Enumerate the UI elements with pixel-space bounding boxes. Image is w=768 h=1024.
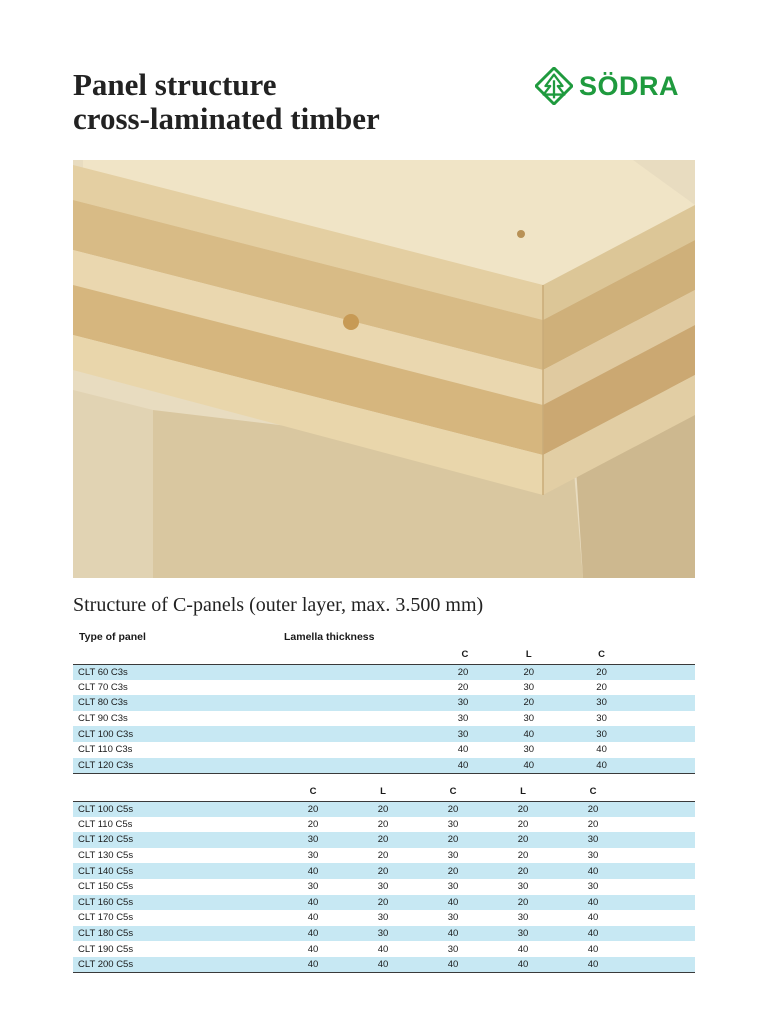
spacer-cell — [638, 695, 695, 711]
spacer-cell — [638, 646, 695, 664]
lamella-value-cell: 30 — [307, 850, 319, 862]
lamella-value-cell: 40 — [457, 744, 469, 756]
lamella-value-cell: 30 — [523, 681, 535, 693]
panel-type-cell: CLT 130 C5s — [78, 850, 134, 862]
lamella-value-cell: 30 — [523, 744, 535, 756]
lamella-value-cell: 30 — [596, 728, 607, 740]
lamella-value-cell: 20 — [377, 803, 389, 815]
spacer-cell — [638, 628, 695, 646]
table-row — [73, 817, 695, 833]
lamella-value-cell: 40 — [307, 958, 319, 970]
lamella-value-cell: 20 — [447, 803, 459, 815]
spacer-cell — [628, 926, 695, 942]
lamella-value-cell: 30 — [447, 818, 459, 830]
table-row — [73, 848, 695, 864]
lamella-value-cell: 20 — [377, 818, 389, 830]
table-row — [73, 941, 695, 957]
lamella-value-cell: 20 — [377, 834, 389, 846]
lamella-value-cell: 30 — [517, 912, 529, 924]
lamella-value-cell: 20 — [517, 896, 529, 908]
lamella-value-cell: 30 — [307, 834, 319, 846]
lamella-value-cell: 20 — [596, 681, 607, 693]
lamella-value-cell: 30 — [377, 912, 389, 924]
column-header: C — [461, 649, 469, 661]
lamella-value-cell: 30 — [517, 928, 529, 940]
lamella-value-cell: 30 — [517, 881, 529, 893]
panel-type-cell: CLT 100 C3s — [78, 728, 134, 740]
spacer-cell — [628, 848, 695, 864]
lamella-value-cell: 40 — [307, 928, 319, 940]
spacer-cell — [628, 879, 695, 895]
lamella-value-cell: 40 — [523, 759, 535, 771]
lamella-value-cell: 40 — [377, 958, 389, 970]
column-header: C — [589, 786, 597, 798]
section-title: Structure of C-panels (outer layer, max. 3.500 mm) — [73, 594, 484, 616]
lamella-value-cell: 40 — [587, 928, 599, 940]
spacer-cell — [628, 783, 695, 801]
lamella-value-cell: 20 — [377, 850, 389, 862]
panel-type-cell: CLT 120 C3s — [78, 759, 134, 771]
panel-type-cell: CLT 90 C3s — [78, 713, 128, 725]
lamella-value-cell: 20 — [596, 666, 607, 678]
page-title-line2: cross-laminated timber — [73, 101, 380, 136]
table-row — [73, 957, 695, 973]
lamella-value-cell: 30 — [523, 713, 535, 725]
lamella-value-cell: 40 — [377, 943, 389, 955]
table-row — [73, 726, 695, 742]
table-row — [73, 758, 695, 774]
spacer-cell — [628, 895, 695, 911]
panel-type-cell: CLT 60 C3s — [78, 666, 128, 678]
lamella-value-cell: 40 — [517, 958, 529, 970]
lamella-value-cell: 20 — [307, 818, 319, 830]
lamella-value-cell: 30 — [587, 881, 599, 893]
column-header: L — [525, 649, 532, 661]
lamella-value-cell: 20 — [517, 803, 529, 815]
lamella-value-cell: 40 — [307, 896, 319, 908]
column-header: L — [520, 786, 526, 798]
lamella-value-cell: 30 — [447, 850, 459, 862]
panel-type-cell: CLT 160 C5s — [78, 896, 134, 908]
table-row — [73, 926, 695, 942]
clt-panel-photo — [73, 160, 695, 578]
spacer-cell — [638, 726, 695, 742]
lamella-value-cell: 40 — [307, 865, 319, 877]
lamella-value-cell: 40 — [307, 943, 319, 955]
table-row — [73, 895, 695, 911]
panel-type-cell: CLT 190 C5s — [78, 943, 134, 955]
spacer-cell — [628, 957, 695, 973]
lamella-value-cell: 40 — [447, 896, 459, 908]
lamella-value-cell: 20 — [457, 681, 469, 693]
table-header-row — [73, 628, 695, 646]
lamella-value-cell: 40 — [587, 912, 599, 924]
lamella-value-cell: 30 — [377, 928, 389, 940]
panel-type-cell: CLT 100 C5s — [78, 803, 134, 815]
lamella-value-cell: 40 — [447, 928, 459, 940]
lamella-value-cell: 20 — [447, 865, 459, 877]
table-column-row — [73, 783, 695, 801]
panel-type-cell: CLT 180 C5s — [78, 928, 134, 940]
type-of-panel-header: Type of panel — [79, 631, 146, 643]
lamella-value-cell: 30 — [307, 881, 319, 893]
spacer-cell — [638, 664, 695, 680]
table-row — [73, 863, 695, 879]
sodra-logo — [535, 66, 700, 106]
spacer-cell — [628, 941, 695, 957]
table-row — [73, 832, 695, 848]
lamella-value-cell: 30 — [457, 697, 469, 709]
sodra-tree-logo-icon — [535, 67, 573, 105]
lamella-value-cell: 30 — [587, 834, 599, 846]
spacer-cell — [638, 758, 695, 774]
lamella-value-cell: 30 — [447, 912, 459, 924]
lamella-value-cell: 30 — [447, 943, 459, 955]
table-row — [73, 695, 695, 711]
spacer-cell — [628, 832, 695, 848]
lamella-value-cell: 40 — [587, 896, 599, 908]
panel-type-cell: CLT 70 C3s — [78, 681, 128, 693]
column-header: L — [380, 786, 386, 798]
logo-wordmark: SÖDRA — [579, 70, 680, 101]
lamella-value-cell: 20 — [447, 834, 459, 846]
panel-type-cell: CLT 140 C5s — [78, 865, 134, 877]
lamella-value-cell: 40 — [596, 744, 607, 756]
spacer-cell — [638, 680, 695, 696]
panel-type-cell: CLT 170 C5s — [78, 912, 134, 924]
c3s-panel-table — [73, 628, 695, 774]
spacer-cell — [638, 742, 695, 758]
spacer-cell — [73, 783, 278, 801]
table-row — [73, 742, 695, 758]
c5s-panel-table — [73, 783, 695, 973]
table-column-row — [73, 646, 695, 664]
table-row — [73, 879, 695, 895]
lamella-value-cell: 40 — [587, 865, 599, 877]
lamella-value-cell: 30 — [447, 881, 459, 893]
panel-type-cell: CLT 110 C3s — [78, 744, 133, 756]
spacer-cell — [628, 817, 695, 833]
page-title — [73, 68, 503, 136]
spacer-cell — [73, 646, 278, 664]
column-header: C — [598, 649, 606, 661]
lamella-value-cell: 20 — [517, 818, 529, 830]
spacer-cell — [628, 801, 695, 817]
lamella-value-cell: 20 — [523, 666, 535, 678]
lamella-value-cell: 40 — [307, 912, 319, 924]
lamella-value-cell: 40 — [447, 958, 459, 970]
lamella-value-cell: 20 — [307, 803, 319, 815]
lamella-value-cell: 20 — [517, 850, 529, 862]
lamella-value-cell: 40 — [587, 958, 599, 970]
table-row — [73, 801, 695, 817]
lamella-value-cell: 40 — [523, 728, 535, 740]
panel-type-cell: CLT 120 C5s — [78, 834, 134, 846]
panel-type-cell: CLT 150 C5s — [78, 881, 134, 893]
lamella-value-cell: 20 — [517, 865, 529, 877]
lamella-value-cell: 20 — [587, 818, 599, 830]
spacer-cell — [628, 863, 695, 879]
column-header: C — [449, 786, 457, 798]
lamella-value-cell: 20 — [587, 803, 599, 815]
lamella-value-cell: 20 — [517, 834, 529, 846]
lamella-value-cell: 30 — [457, 713, 469, 725]
lamella-value-cell: 20 — [377, 896, 389, 908]
table-row — [73, 910, 695, 926]
lamella-value-cell: 30 — [596, 697, 607, 709]
column-header: C — [309, 786, 317, 798]
lamella-value-cell: 30 — [457, 728, 469, 740]
page-title-line1: Panel structure — [73, 67, 277, 102]
table-row — [73, 664, 695, 680]
panel-type-cell: CLT 80 C3s — [78, 697, 128, 709]
lamella-thickness-header: Lamella thickness — [284, 631, 375, 643]
lamella-value-cell: 40 — [457, 759, 469, 771]
panel-type-cell: CLT 200 C5s — [78, 958, 134, 970]
lamella-value-cell: 40 — [587, 943, 599, 955]
lamella-value-cell: 30 — [377, 881, 389, 893]
panel-type-cell: CLT 110 C5s — [78, 818, 133, 830]
lamella-value-cell: 30 — [587, 850, 599, 862]
lamella-value-cell: 20 — [523, 697, 535, 709]
lamella-value-cell: 40 — [596, 759, 607, 771]
lamella-value-cell: 40 — [517, 943, 529, 955]
table-row — [73, 680, 695, 696]
spacer-cell — [628, 910, 695, 926]
table-row — [73, 711, 695, 727]
spacer-cell — [638, 711, 695, 727]
lamella-value-cell: 20 — [377, 865, 389, 877]
lamella-value-cell: 20 — [457, 666, 469, 678]
lamella-value-cell: 30 — [596, 713, 607, 725]
